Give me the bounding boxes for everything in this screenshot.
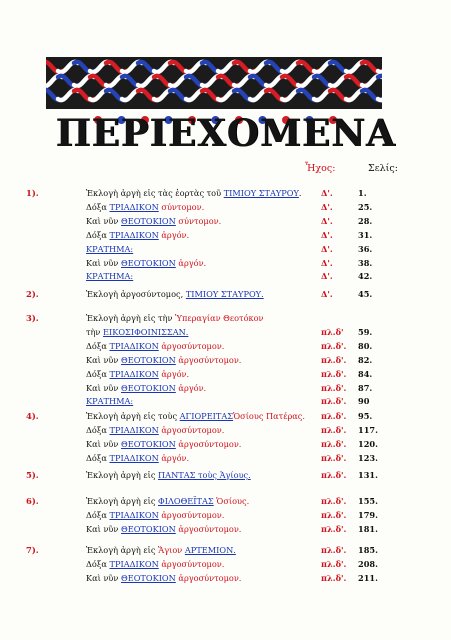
entry-text: Δόξα	[86, 340, 110, 351]
entry-text: σύντομον.	[175, 215, 222, 226]
entry-text: ἀργοσύντομον.	[175, 523, 242, 534]
entry-text: Καὶ νῦν	[86, 354, 121, 365]
entry-text: ἀργόν.	[175, 257, 207, 268]
mode-value: πλ.δ'.	[321, 572, 347, 583]
mode-value: Δ'.	[321, 271, 333, 282]
mode-value: Δ'.	[321, 257, 333, 268]
entry-text: ἀργόν.	[175, 382, 207, 393]
entry-text: ἀργόν.	[158, 452, 190, 463]
highlighted-feast-name: ΤΙΜΙΟΥ ΣΤΑΥΡΟΥ	[223, 188, 299, 198]
list-item	[0, 367, 451, 381]
page-number: 87.	[358, 382, 373, 393]
page-number: 120.	[358, 438, 378, 449]
section-number: 1).	[26, 188, 39, 198]
entry-text: Καὶ νῦν	[86, 523, 121, 534]
page-number: 45.	[358, 289, 373, 299]
entry-title	[86, 468, 251, 482]
highlighted-feast-name: ΘΕΟΤΟΚΙΟΝ	[121, 215, 176, 226]
highlighted-feast-name: ΚΡΑΤΗΜΑ:	[86, 396, 134, 407]
entry-title	[86, 394, 133, 408]
page-number: 179.	[358, 509, 378, 520]
mode-value: πλ.δ'.	[321, 396, 347, 407]
highlighted-feast-name: ΤΡΙΑΔΙΚΟΝ	[109, 340, 159, 351]
section-number: 5).	[26, 470, 39, 480]
highlighted-feast-name: ΚΡΑΤΗΜΑ:	[86, 243, 134, 254]
entry-text: ἀργοσύντομον.	[158, 340, 225, 351]
list-item	[0, 214, 451, 228]
entry-text: Ὁσίους.	[213, 496, 250, 506]
entry-text: Δόξα	[86, 558, 110, 569]
section-number: 4).	[26, 411, 39, 421]
entry-text: σύντομον.	[158, 201, 205, 212]
highlighted-feast-name: ΘΕΟΤΟΚΙΟΝ	[121, 438, 176, 449]
entry-text: ἀργοσύντομον.	[175, 572, 242, 583]
braided-ornament-band	[46, 57, 382, 109]
highlighted-feast-name: ΤΡΙΑΔΙΚΟΝ	[109, 368, 159, 379]
entry-text: Ἐκλογὴ ἀργὴ εἰς τὴν	[86, 313, 176, 323]
page-number: 38.	[358, 257, 373, 268]
page-number: 95.	[358, 411, 373, 421]
list-item	[0, 256, 451, 270]
highlighted-feast-name: ΤΡΙΑΔΙΚΟΝ	[109, 424, 159, 435]
list-item	[0, 437, 451, 451]
entry-text: Καὶ νῦν	[86, 215, 121, 226]
entry-title	[86, 287, 264, 301]
section-number: 6).	[26, 496, 39, 506]
list-item	[0, 242, 451, 256]
list-item	[0, 423, 451, 437]
list-item	[0, 508, 451, 522]
highlighted-feast-name: ΤΡΙΑΔΙΚΟΝ	[109, 509, 159, 520]
entry-text: ἀργοσύντομον.	[158, 424, 225, 435]
page-number: 36.	[358, 243, 373, 254]
page-number: 185.	[358, 545, 378, 555]
highlighted-feast-name: ΚΡΑΤΗΜΑ:	[86, 271, 134, 282]
entry-text: Ὁσίους Πατέρας.	[233, 411, 305, 421]
mode-value: πλ.δ'.	[321, 424, 347, 435]
mode-value: πλ.δ'.	[321, 470, 347, 480]
entry-text: Ἐκλογὴ ἀργὴ εἰς τοὺς	[86, 411, 180, 421]
mode-value: πλ.δ'.	[321, 545, 347, 555]
entry-text: Δόξα	[86, 424, 110, 435]
highlighted-feast-name: ΘΕΟΤΟΚΙΟΝ	[121, 382, 176, 393]
entry-title	[86, 228, 189, 242]
entry-title	[86, 423, 224, 437]
entry-text: Καὶ νῦν	[86, 257, 121, 268]
list-item	[0, 394, 451, 408]
highlighted-feast-name: ΘΕΟΤΟΚΙΟΝ	[121, 523, 176, 534]
page-number: 82.	[358, 354, 373, 365]
mode-column-header: Ἦχος:	[305, 163, 336, 174]
entry-text: Δόξα	[86, 452, 110, 463]
mode-value: πλ.δ'.	[321, 452, 347, 463]
mode-value: πλ.δ'.	[321, 509, 347, 520]
entry-title	[86, 242, 133, 256]
mode-value: πλ.δ'.	[321, 382, 347, 393]
entry-text: Δόξα	[86, 201, 110, 212]
list-item	[0, 381, 451, 395]
page-number: 123.	[358, 452, 378, 463]
entry-text: Ἐκλογὴ ἀργὴ εἰς τὰς ἑορτὰς τοῦ	[86, 188, 224, 198]
list-item	[0, 200, 451, 214]
entry-text: Δόξα	[86, 229, 110, 240]
page-number: 90	[358, 396, 370, 407]
list-item	[0, 228, 451, 242]
mode-value: πλ.δ'.	[321, 496, 347, 506]
page-title: ΠΕΡΙΕΧΟΜΕΝΑ	[55, 111, 396, 155]
mode-value: πλ.δ'	[321, 326, 344, 337]
entry-text: .	[298, 188, 302, 198]
list-item	[0, 287, 451, 301]
highlighted-feast-name: ΠΑΝΤΑΣ τοὺς Ἁγίους.	[158, 470, 251, 480]
mode-value: Δ'.	[321, 229, 333, 240]
entry-title	[86, 200, 204, 214]
entry-title	[86, 367, 189, 381]
page-number: 208.	[358, 558, 378, 569]
page-column-header: Σελίς:	[368, 163, 398, 174]
entry-title	[86, 339, 224, 353]
list-item	[0, 409, 451, 423]
highlighted-feast-name: ΑΓΙΟΡΕΙΤΑΣ	[179, 411, 234, 421]
list-item	[0, 468, 451, 482]
entry-text: ἀργόν.	[158, 229, 190, 240]
mode-value: πλ.δ'.	[321, 368, 347, 379]
page-number: 211.	[358, 572, 378, 583]
entry-title	[86, 186, 302, 200]
entry-text: Δόξα	[86, 509, 110, 520]
mode-value: πλ.δ'.	[321, 354, 347, 365]
entry-text: Ἐκλογὴ ἀργὴ εἰς	[86, 470, 159, 480]
highlighted-feast-name: ΘΕΟΤΟΚΙΟΝ	[121, 572, 176, 583]
page-number: 59.	[358, 326, 373, 337]
page-number: 31.	[358, 229, 373, 240]
mode-value: πλ.δ'.	[321, 523, 347, 534]
entry-text: Ἐκλογὴ ἀργοσύντομος,	[86, 289, 186, 299]
mode-value: πλ.δ'.	[321, 558, 347, 569]
entry-text: Ἐκλογὴ ἀργὴ εἰς	[86, 545, 159, 555]
mode-value: Δ'.	[321, 243, 333, 254]
section-number: 2).	[26, 289, 39, 299]
mode-value: πλ.δ'.	[321, 438, 347, 449]
entry-text: Καὶ νῦν	[86, 438, 121, 449]
list-item	[0, 339, 451, 353]
list-item	[0, 543, 451, 557]
page-number: 117.	[358, 424, 378, 435]
highlighted-feast-name: ΕΙΚΟΣΙΦΟΙΝΙΣΣΑΝ.	[103, 326, 189, 337]
list-item	[0, 325, 451, 339]
highlighted-feast-name: ΦΙΛΟΘΕΪΤΑΣ	[158, 496, 214, 506]
highlighted-feast-name: ΤΡΙΑΔΙΚΟΝ	[109, 201, 159, 212]
highlighted-feast-name: ΤΡΙΑΔΙΚΟΝ	[109, 452, 159, 463]
entry-title	[86, 269, 133, 283]
list-item	[0, 186, 451, 200]
page-number: 84.	[358, 368, 373, 379]
section-number: 3).	[26, 313, 39, 323]
highlighted-feast-name: ΤΡΙΑΔΙΚΟΝ	[109, 229, 159, 240]
highlighted-feast-name: ΘΕΟΤΟΚΙΟΝ	[121, 354, 176, 365]
entry-title	[86, 494, 249, 508]
list-item	[0, 353, 451, 367]
entry-text: Δόξα	[86, 368, 110, 379]
entry-title	[86, 256, 206, 270]
page-number: 155.	[358, 496, 378, 506]
page-number: 80.	[358, 340, 373, 351]
list-item	[0, 311, 451, 325]
highlighted-feast-name: ΘΕΟΤΟΚΙΟΝ	[121, 257, 176, 268]
list-item	[0, 557, 451, 571]
list-item	[0, 494, 451, 508]
list-item	[0, 571, 451, 585]
mode-value: Δ'.	[321, 201, 333, 212]
entry-text: ἀργοσύντομον.	[175, 438, 242, 449]
mode-value: Δ'.	[321, 289, 333, 299]
page-number: 181.	[358, 523, 378, 534]
entry-title	[86, 543, 236, 557]
entry-text: Ἅγιον	[158, 545, 185, 555]
list-item	[0, 451, 451, 465]
entry-text: ἀργοσύντομον.	[175, 354, 242, 365]
entry-text: Καὶ νῦν	[86, 572, 121, 583]
entry-title	[86, 437, 241, 451]
mode-value: Δ'.	[321, 215, 333, 226]
entry-title	[86, 325, 188, 339]
page-number: 42.	[358, 271, 373, 282]
entry-text: Ἐκλογὴ ἀργὴ εἰς	[86, 496, 159, 506]
entry-title	[86, 571, 241, 585]
list-item	[0, 269, 451, 283]
page-number: 131.	[358, 470, 378, 480]
entry-title	[86, 508, 224, 522]
entry-text: τὴν	[86, 326, 104, 337]
highlighted-feast-name: ΑΡΤΕΜΙΟΝ.	[184, 545, 236, 555]
entry-text: ἀργοσύντομον.	[158, 558, 225, 569]
page-number: 25.	[358, 201, 373, 212]
page-number: 1.	[358, 188, 367, 198]
mode-value: πλ.δ'.	[321, 411, 347, 421]
entry-title	[86, 311, 264, 325]
section-number: 7).	[26, 545, 39, 555]
entry-title	[86, 214, 221, 228]
entry-text: Καὶ νῦν	[86, 382, 121, 393]
entry-title	[86, 353, 241, 367]
page-number: 28.	[358, 215, 373, 226]
mode-value: Δ'.	[321, 188, 333, 198]
entry-text: Ὑπεραγίαν Θεοτόκον	[175, 313, 264, 323]
highlighted-feast-name: ΤΙΜΙΟΥ ΣΤΑΥΡΟΥ.	[185, 289, 264, 299]
list-item	[0, 522, 451, 536]
entry-text: ἀργόν.	[158, 368, 190, 379]
entry-title	[86, 381, 206, 395]
mode-value: πλ.δ'.	[321, 340, 347, 351]
entry-title	[86, 451, 189, 465]
entry-title	[86, 557, 224, 571]
highlighted-feast-name: ΤΡΙΑΔΙΚΟΝ	[109, 558, 159, 569]
entry-text: ἀργοσύντομον.	[158, 509, 225, 520]
entry-title	[86, 522, 241, 536]
entry-title	[86, 409, 305, 423]
